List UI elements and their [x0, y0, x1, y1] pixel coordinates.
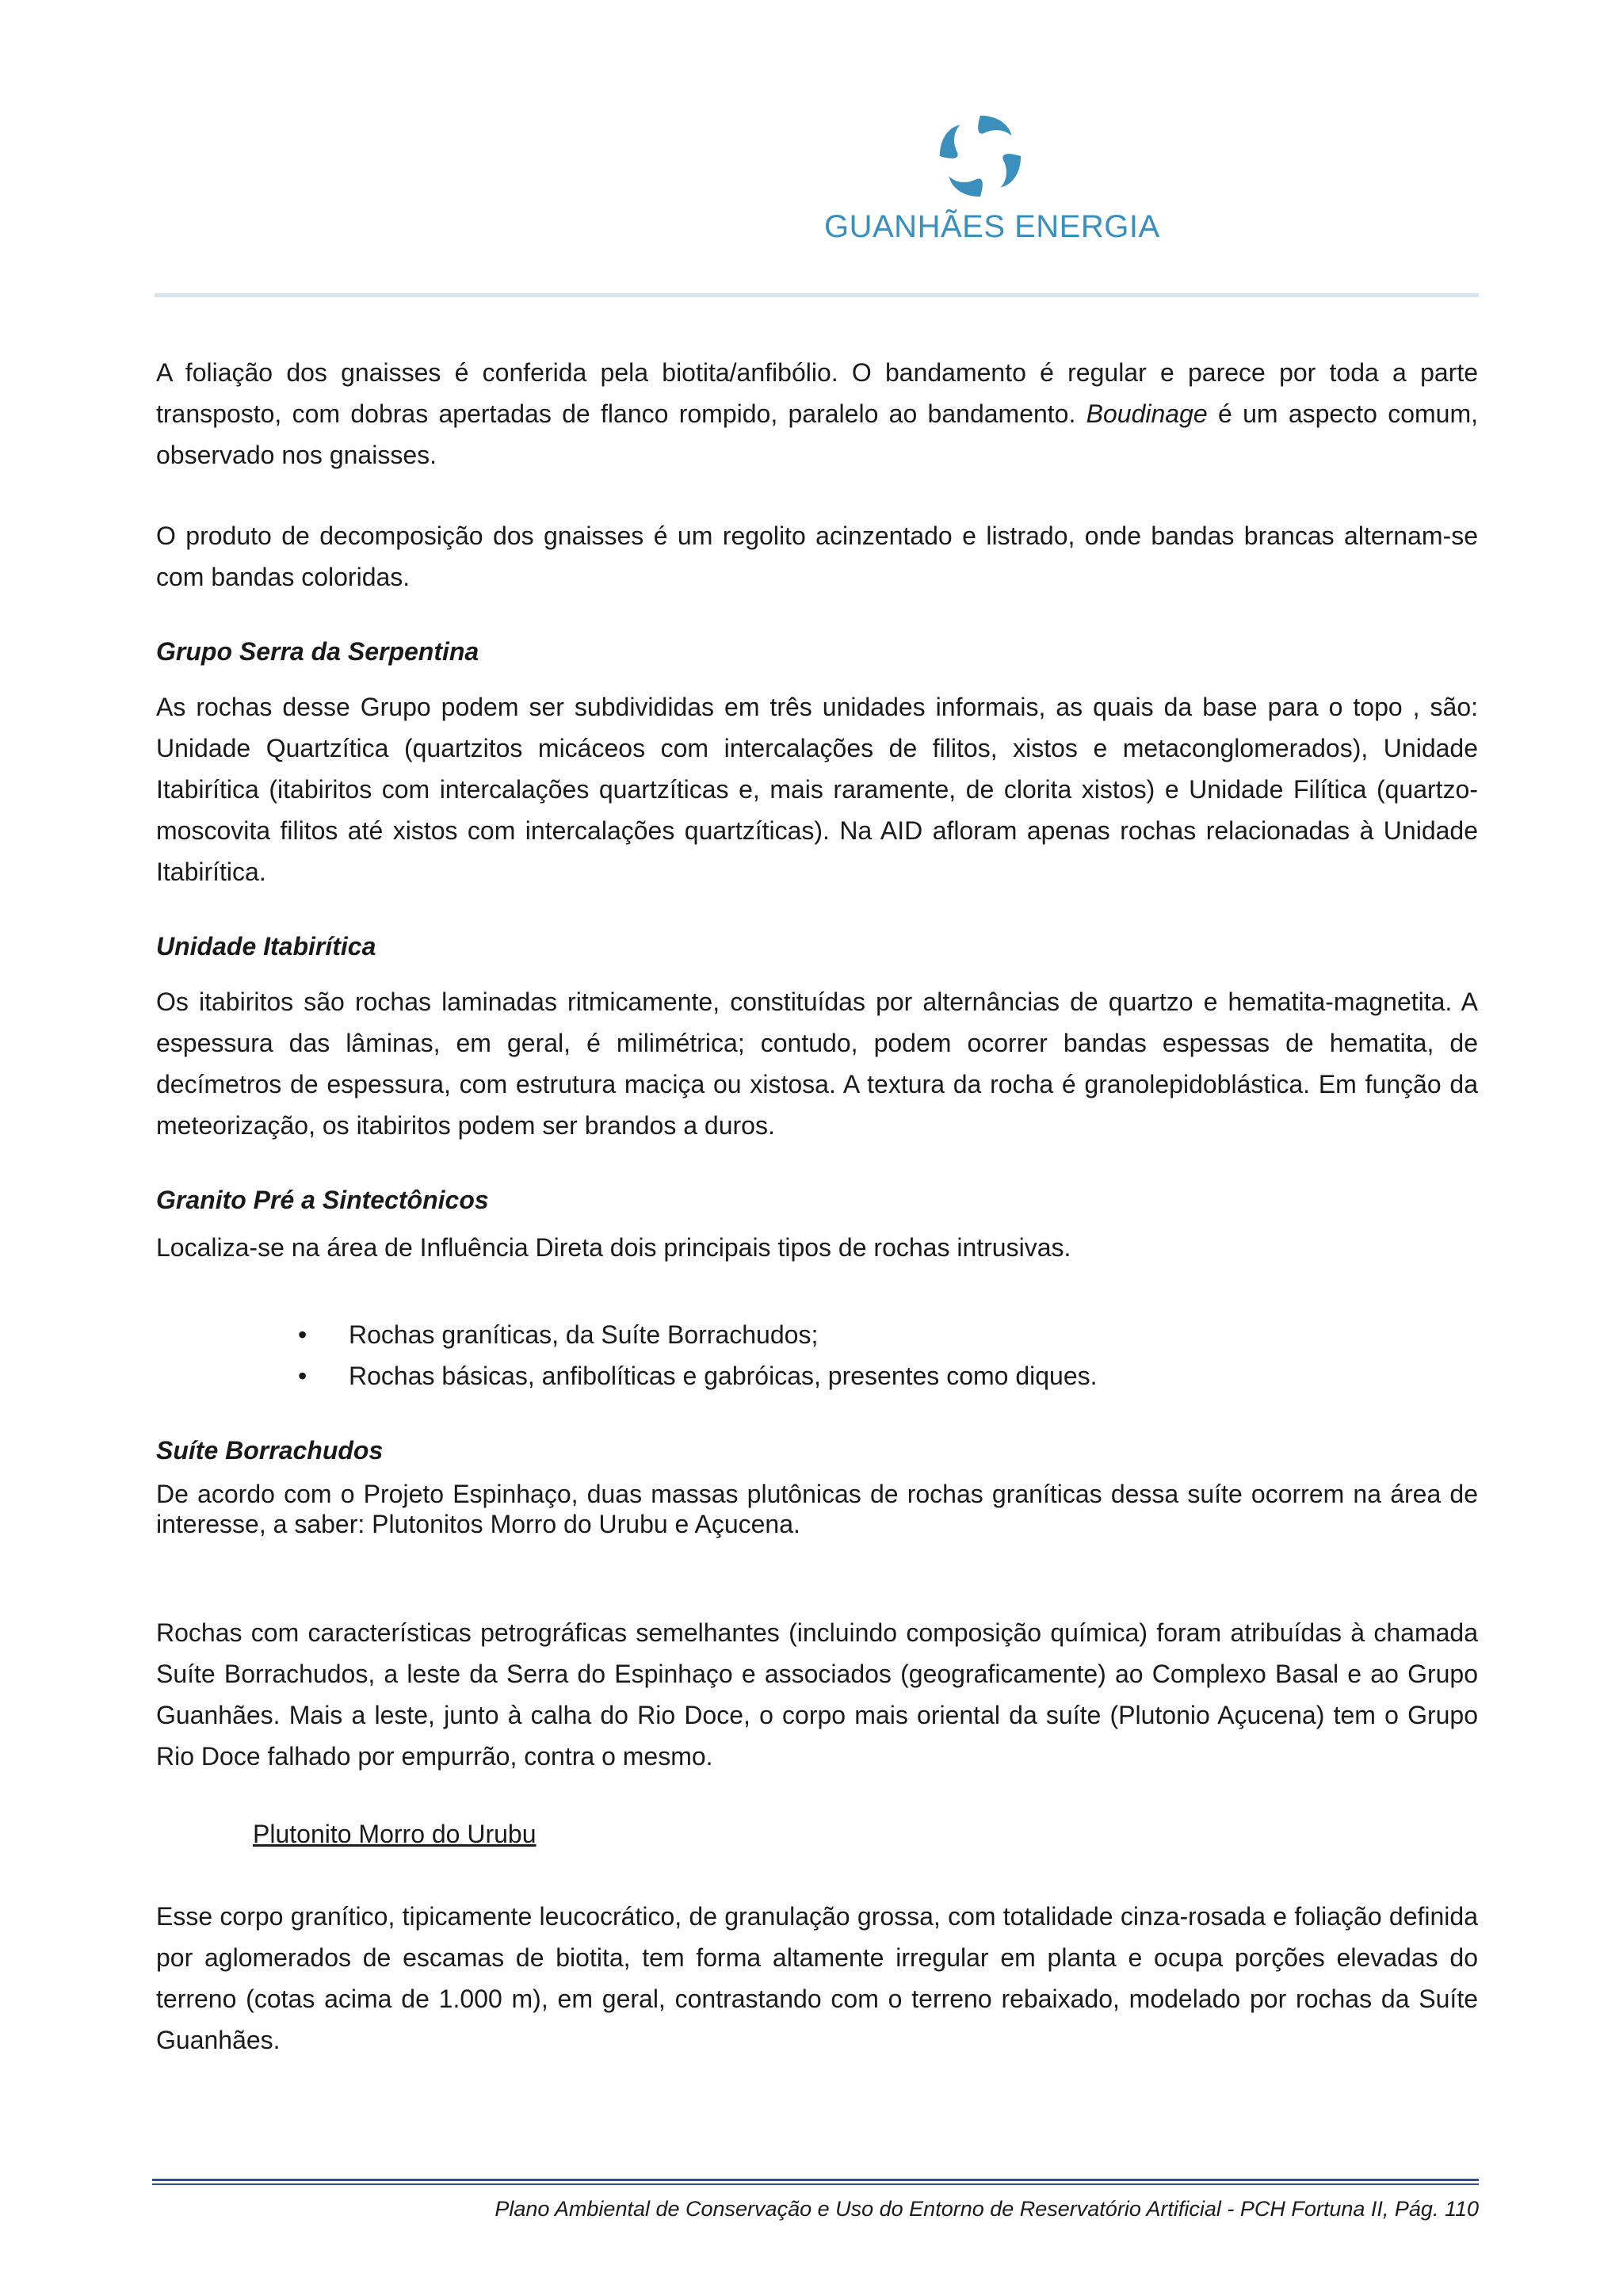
paragraph-itabiritos: Os itabiritos são rochas laminadas ritmicamente, constituídas por alternâncias de quartzo e hematita-magnetita. A espessura das lâminas, em geral, é milimétrica; contudo, podem ocorrer bandas espessas de hematita, de decímetros de espessura, com estrutura maciça ou xistosa. A textura da rocha é granolepidoblástica. Em função da meteorização, os itabiritos podem ser brandos a duros. — [156, 988, 1478, 1140]
boudinage-term: Boudinage — [1086, 399, 1208, 428]
heading-granito: Granito Pré a Sintectônicos — [156, 1186, 489, 1214]
paragraph-corpo-granitico: Esse corpo granítico, tipicamente leucocrático, de granulação grossa, com totalidade cinza-rosada e foliação definida por aglomerados de escamas de biotita, tem forma altamente irregular em planta e ocupa porções elevadas do terreno (cotas acima de 1.000 m), em geral, contrastando com o terreno rebaixado, modelado por rochas da Suíte Guanhães. — [156, 1902, 1478, 2054]
bullet-icon: • — [298, 1320, 307, 1349]
paragraph-projeto-espinhaco: De acordo com o Projeto Espinhaço, duas massas plutônicas de rochas graníticas dessa suíte ocorrem na área de interesse, a saber: Plutonitos Morro do Urubu e Açucena. — [156, 1480, 1478, 1538]
paragraph-grupo-serra: As rochas desse Grupo podem ser subdivididas em três unidades informais, as quais da base para o topo , são: Unidade Quartzítica (quartzitos micáceos com intercalações de filitos, xistos e metaconglomerados), Unidade Itabirítica (itabiritos com intercalações quartzíticas e, mais raramente, de clorita xistos) e Unidade Filítica (quartzo-moscovita filitos até xistos com intercalações quartzíticas). Na AID afloram apenas rochas relacionadas à Unidade Itabirítica. — [156, 693, 1478, 886]
company-logo — [824, 109, 1160, 244]
footer-divider — [152, 2179, 1479, 2185]
paragraph-caracteristicas: Rochas com características petrográficas semelhantes (incluindo composição química) foram atribuídas à chamada Suíte Borrachudos, a leste da Serra do Espinhaço e associados (geograficamente) ao Complexo Basal e ao Grupo Guanhães. Mais a leste, junto à calha do Rio Doce, o corpo mais oriental da suíte (Plutonio Açucena) tem o Grupo Rio Doce falhado por empurrão, contra o mesmo. — [156, 1618, 1478, 1771]
header-divider — [155, 293, 1479, 297]
heading-suite-borrachudos: Suíte Borrachudos — [156, 1436, 384, 1465]
heading-plutonito-morro-do-urubu: Plutonito Morro do Urubu — [253, 1820, 537, 1848]
heading-unidade-itabiritica: Unidade Itabirítica — [156, 932, 376, 961]
list-item: • Rochas básicas, anfibolíticas e gabróicas, presentes como diques. — [156, 1355, 1478, 1396]
bullet-icon: • — [298, 1362, 307, 1390]
footer-caption: Plano Ambiental de Conservação e Uso do Entorno de Reservatório Artificial - PCH Fortuna II, Pág. 110 — [495, 2197, 1479, 2221]
rock-types-list — [156, 1314, 1478, 1396]
paragraph-decomposition: O produto de decomposição dos gnaisses é um regolito acinzentado e listrado, onde bandas brancas alternam-se com bandas coloridas. — [156, 521, 1478, 591]
logo-swirl-icon — [934, 109, 1027, 203]
heading-grupo-serra-da-serpentina: Grupo Serra da Serpentina — [156, 637, 479, 666]
logo-wordmark: GUANHÃES ENERGIA — [824, 209, 1160, 244]
paragraph-intrusivas: Localiza-se na área de Influência Direta dois principais tipos de rochas intrusivas. — [156, 1233, 1071, 1262]
paragraph-foliation: A foliação dos gnaisses é conferida pela biotita/anfibólio. O bandamento é regular e parece por toda a parte transposto, com dobras apertadas de flanco rompido, paralelo ao bandamento. Boudinage é um aspecto comum, observado nos gnaisses. — [156, 358, 1478, 469]
list-item: • Rochas graníticas, da Suíte Borrachudos; — [156, 1314, 1478, 1355]
document-body — [156, 352, 1478, 2061]
